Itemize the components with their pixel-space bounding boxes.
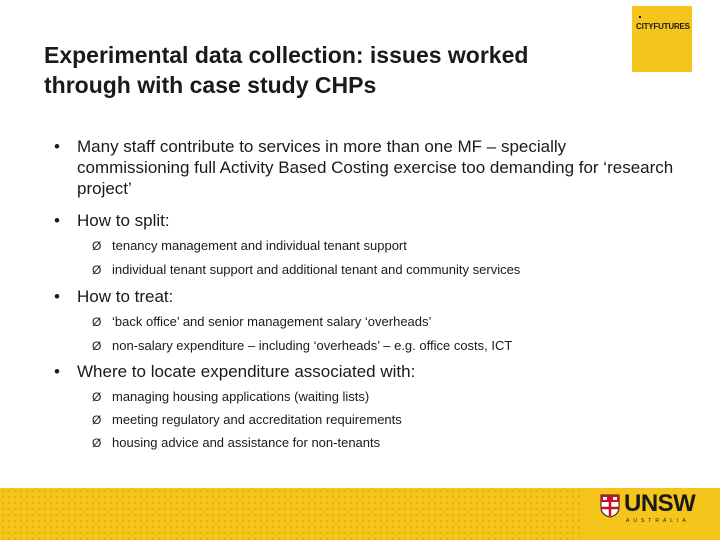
arrow-bullet-icon: Ø <box>92 390 102 404</box>
bullet-icon: • <box>54 362 60 381</box>
bullet-icon: • <box>54 211 60 230</box>
sub-item-text: individual tenant support and additional tenant and community services <box>112 262 521 277</box>
unsw-crest-icon <box>600 494 620 518</box>
sub-item-text: managing housing applications (waiting lists) <box>112 389 370 404</box>
arrow-bullet-icon: Ø <box>92 315 102 329</box>
arrow-bullet-icon: Ø <box>92 263 102 277</box>
sub-item-text: housing advice and assistance for non-tenants <box>112 435 381 450</box>
arrow-bullet-icon: Ø <box>92 436 102 450</box>
footer-pattern <box>0 488 580 540</box>
sub-item-text: meeting regulatory and accreditation requirements <box>112 412 402 427</box>
cityfutures-logo <box>632 6 692 72</box>
unsw-logo-subtitle: AUSTRALIA <box>626 518 690 524</box>
arrow-bullet-icon: Ø <box>92 239 102 253</box>
bullet-text: Where to locate expenditure associated with: <box>77 362 416 381</box>
bullet-icon: • <box>54 287 60 306</box>
sub-item-text: tenancy management and individual tenant support <box>112 238 407 253</box>
sub-item-text: ‘back office’ and senior management salary ‘overheads’ <box>112 314 432 329</box>
arrow-bullet-icon: Ø <box>92 413 102 427</box>
bullet-text: How to treat: <box>77 287 174 306</box>
logo-text: CITYFUTURES <box>636 22 690 31</box>
bullet-text: Many staff contribute to services in more than one MF – specially commissioning full Activity Based Costing exercise too demanding for ‘research project’ <box>77 137 674 198</box>
bullet-text: How to split: <box>77 211 170 230</box>
bullet-icon: • <box>54 137 60 156</box>
slide-title: Experimental data collection: issues worked through with case study CHPs <box>44 42 529 98</box>
unsw-logo-text: UNSW <box>624 490 696 517</box>
arrow-bullet-icon: Ø <box>92 339 102 353</box>
sub-item-text: non-salary expenditure – including ‘overheads’ – e.g. office costs, ICT <box>112 338 513 353</box>
